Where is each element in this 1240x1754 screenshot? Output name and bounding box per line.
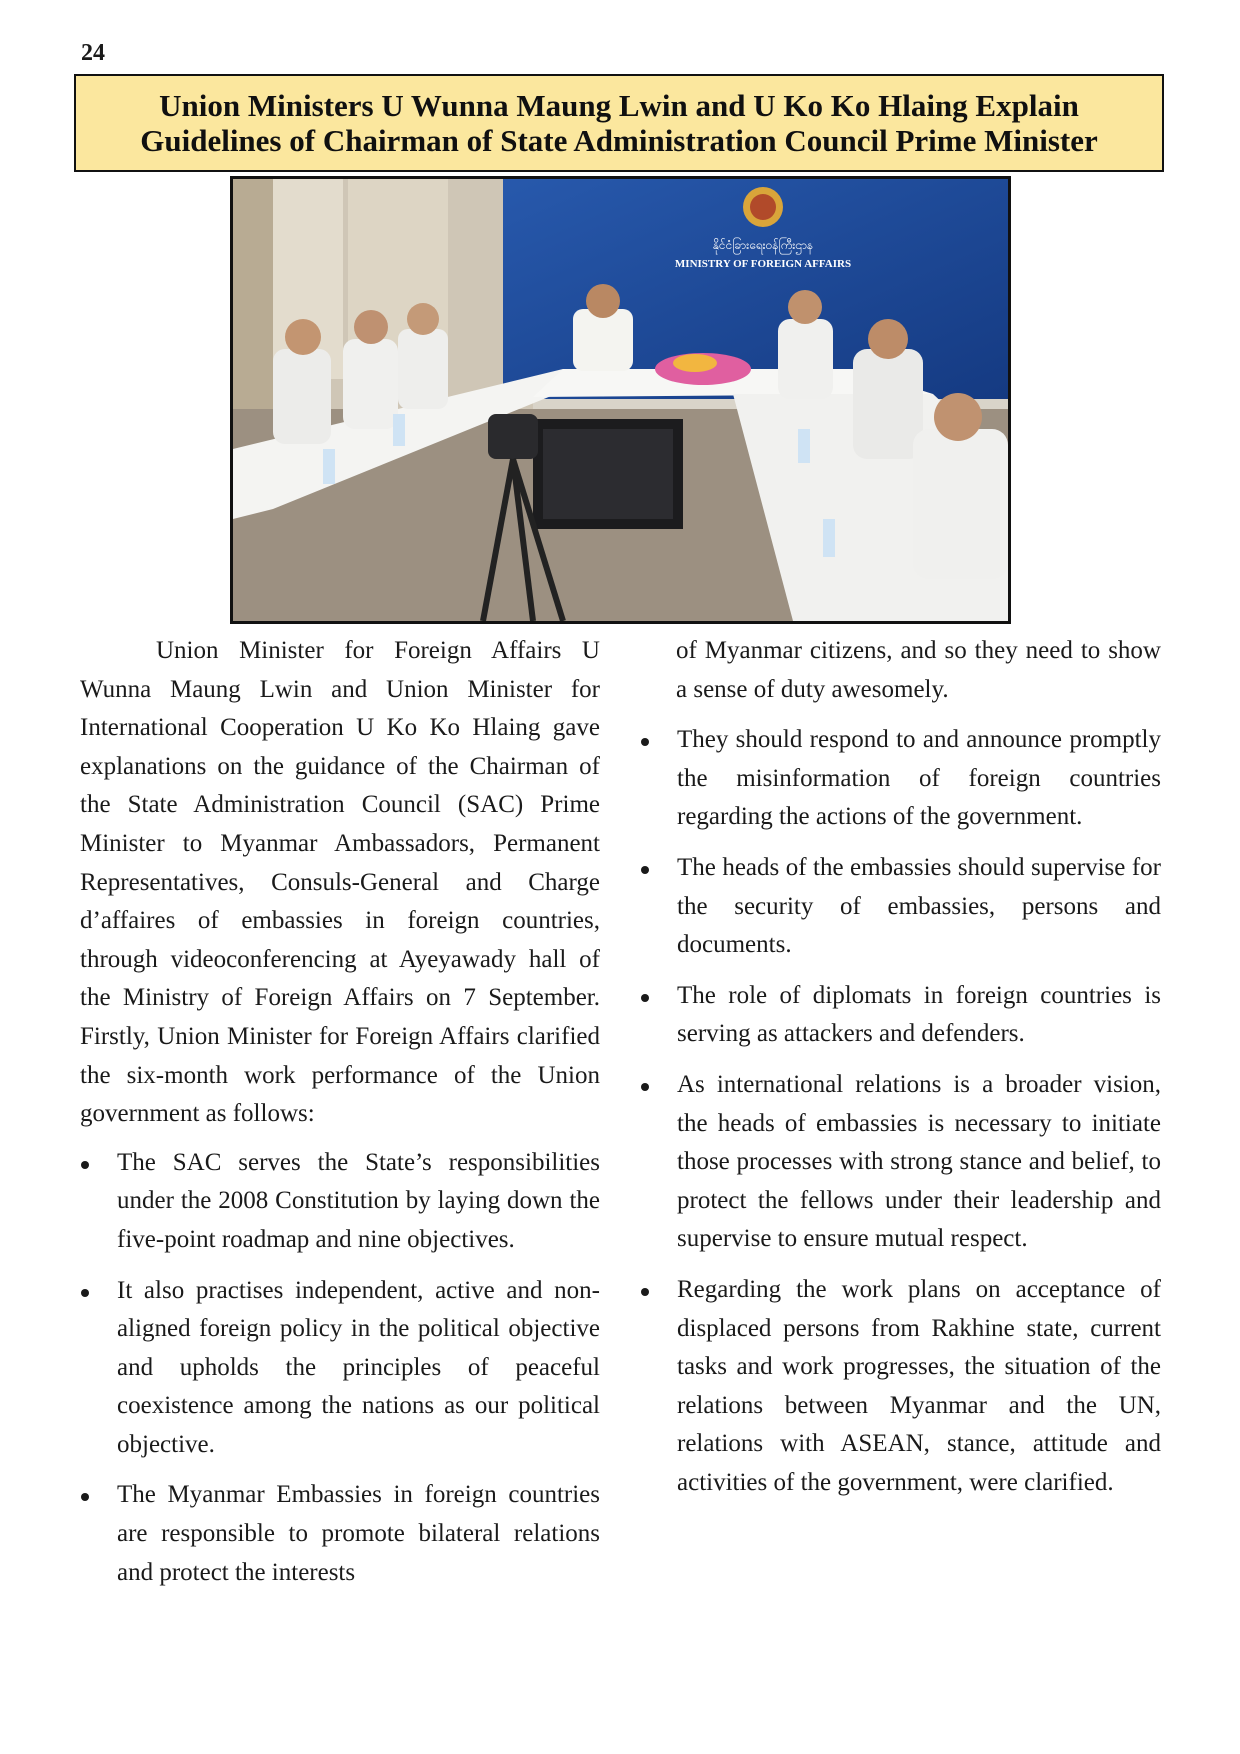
headline-line-2: Guidelines of Chairman of State Administration Council Prime Minister [140, 123, 1098, 158]
water-bottle [823, 519, 835, 557]
official-right [853, 349, 923, 459]
official-left [398, 329, 448, 409]
bullet-text: The role of diplomats in foreign countries is serving as attackers and defenders. [677, 981, 1161, 1048]
headline-line-1: Union Ministers U Wunna Maung Lwin and U Ko Ko Hlaing Explain [159, 88, 1079, 123]
bullet-text: The heads of the embassies should supervise for the security of embassies, persons and documents. [677, 853, 1161, 959]
chairman [573, 309, 633, 371]
bullet-item [640, 1271, 1161, 1503]
bullet-item [640, 721, 1161, 837]
official-left [343, 339, 398, 429]
bullet-list-left [80, 1144, 600, 1593]
video-camera-icon [488, 414, 538, 459]
bullet-dot-icon [641, 994, 649, 1002]
meeting-photo [230, 176, 1011, 624]
bullet-text: They should respond to and announce promptly the misinformation of foreign countries regarding the actions of the government. [677, 726, 1161, 831]
water-bottle [798, 429, 810, 463]
bullet-item [80, 1144, 600, 1260]
bullet-text: It also practises independent, active and non-aligned foreign policy in the political objective and upholds the principles of peaceful coexistence among the nations as our political objective. [117, 1276, 600, 1458]
bullet-item [80, 1476, 600, 1592]
official-right [913, 429, 1008, 579]
bullet-item [640, 849, 1161, 965]
intro-paragraph: Union Minister for Foreign Affairs U Wunna Maung Lwin and Union Minister for International Cooperation U Ko Ko Hlaing gave explanations on the guidance of the Chairman of the State Administration Council (SAC) Prime Minister to Myanmar Ambassadors, Permanent Representatives, Consuls-General and Charge d’affaires of embassies in foreign countries, through videoconferencing at Ayeyawady hall of the Ministry of Foreign Affairs on 7 September. Firstly, Union Minister for Foreign Affairs clarified the six-month work performance of the Union government as follows: [80, 637, 600, 1128]
article-column-right [640, 632, 1161, 1514]
official-left [273, 349, 331, 444]
bullet-dot-icon [641, 1288, 649, 1296]
bullet-text: Regarding the work plans on acceptance of displaced persons from Rakhine state, current tasks and work progresses, the situation of the relations between Myanmar and the UN, relations with ASEAN, stance, attitude and activities of the government, were clarified. [677, 1275, 1161, 1496]
bullet-dot-icon [81, 1493, 89, 1501]
bullet-dot-icon [641, 738, 649, 746]
bullet-list-right [640, 721, 1161, 1502]
bullet-text: As international relations is a broader vision, the heads of embassies is necessary to initiate those processes with strong stance and belief, to protect the fellows under their leadership and supervise to ensure mutual respect. [677, 1070, 1161, 1253]
water-bottle [393, 414, 405, 446]
backdrop-label-text: MINISTRY OF FOREIGN AFFAIRS [674, 258, 852, 270]
bullet-item [640, 977, 1161, 1054]
backdrop-script-text: နိုင်ငံခြားရေးဝန်ကြီးဌာန [712, 238, 814, 252]
official-right [778, 319, 833, 399]
bullet-dot-icon [641, 1083, 649, 1091]
page-number: 24 [81, 40, 105, 66]
article-column-left [80, 632, 600, 1604]
bullet-dot-icon [81, 1289, 89, 1297]
water-bottle [323, 449, 335, 484]
bullet-dot-icon [641, 866, 649, 874]
bullet-text: The SAC serves the State’s responsibilities under the 2008 Constitution by laying down the five-point roadmap and nine objectives. [117, 1148, 600, 1253]
headline-box [74, 74, 1164, 172]
bullet-item [640, 1066, 1161, 1259]
bullet-text: The Myanmar Embassies in foreign countries are responsible to promote bilateral relations and protect the interests [117, 1481, 600, 1586]
continued-text: of Myanmar citizens, and so they need to show a sense of duty awesomely. [676, 637, 1161, 703]
bullet-item [80, 1272, 600, 1465]
bullet-dot-icon [81, 1161, 89, 1169]
